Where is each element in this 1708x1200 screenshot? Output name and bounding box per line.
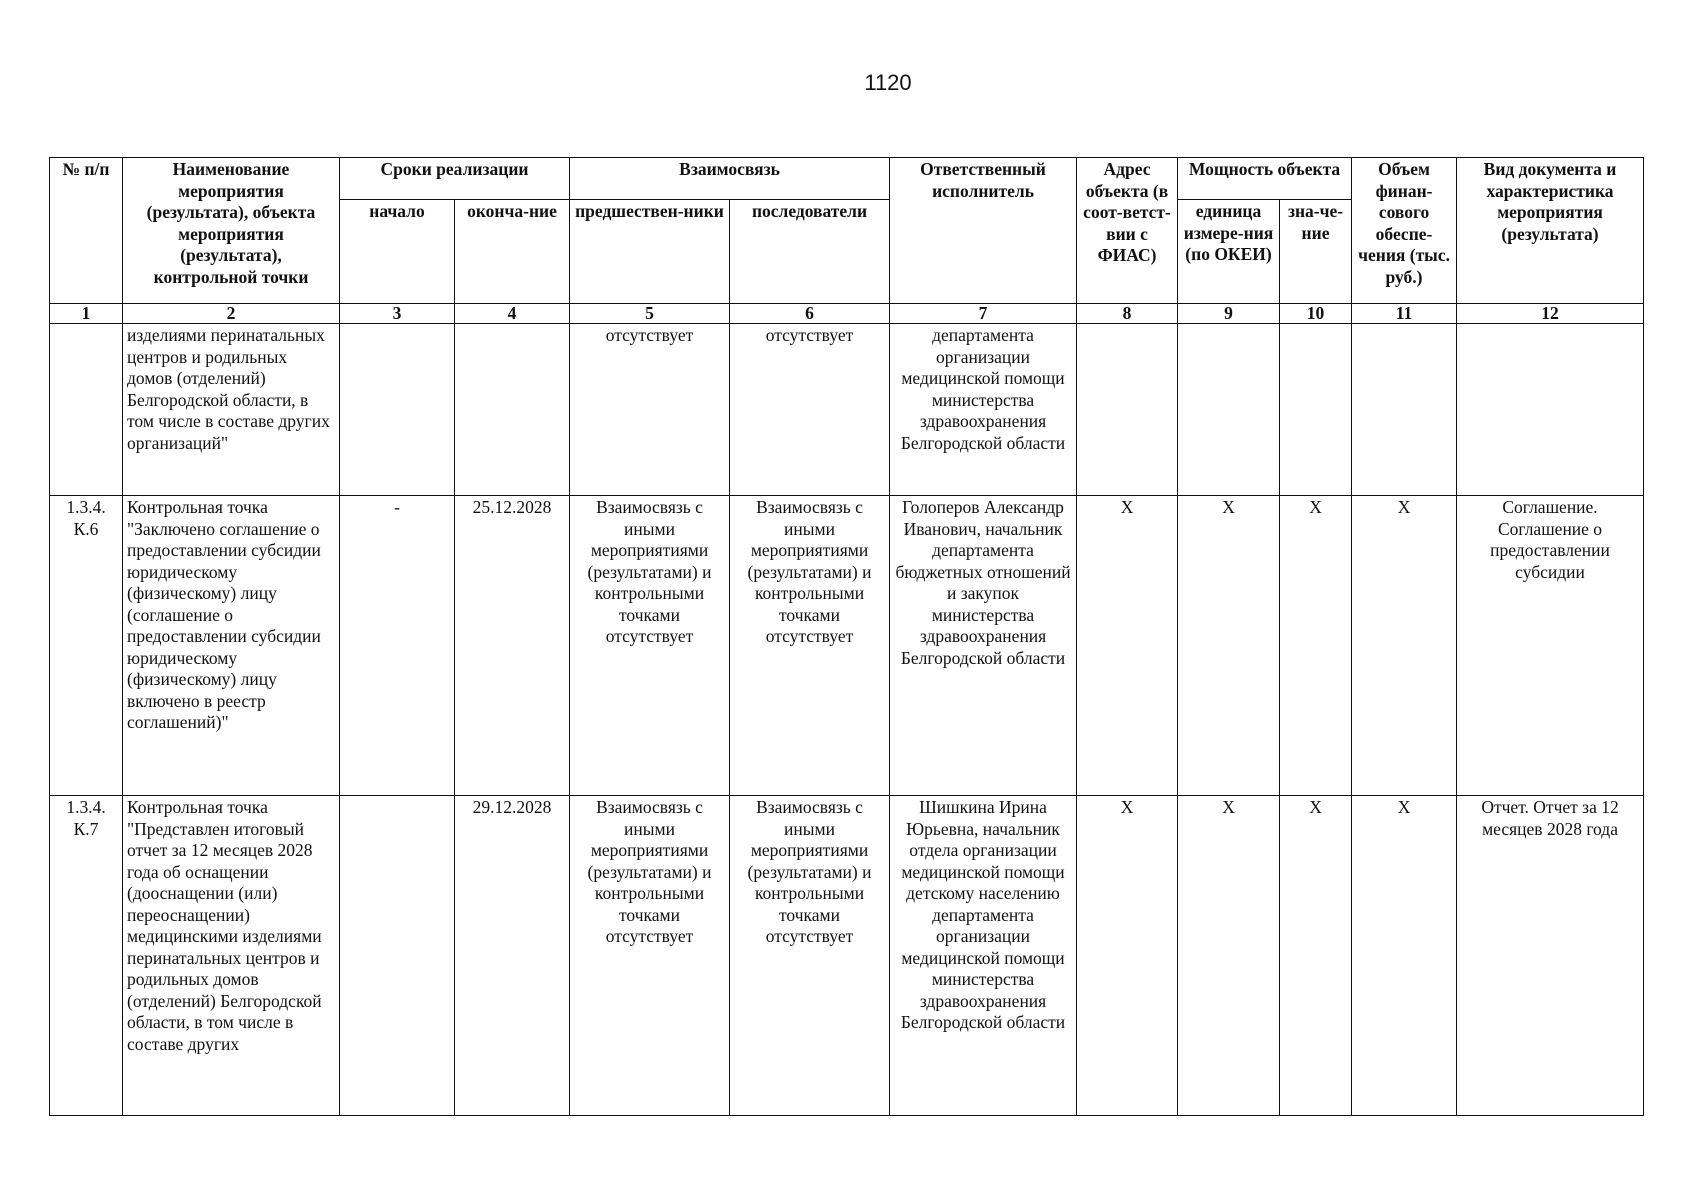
header-address: Адрес объекта (в соот-ветст-вии с ФИАС) (1077, 158, 1178, 304)
row-end: 29.12.2028 (455, 796, 570, 1116)
row-predecessors: отсутствует (570, 324, 730, 496)
row-responsible: департамента организации медицинской помощи министерства здравоохранения Белгородской области (890, 324, 1077, 496)
row-doc-type (1457, 324, 1644, 496)
row-predecessors: Взаимосвязь с иными мероприятиями (результатами) и контрольными точками отсутствует (570, 496, 730, 796)
activity-table (49, 157, 1644, 1116)
row-start: - (340, 496, 455, 796)
row-doc-type: Соглашение. Соглашение о предоставлении субсидии (1457, 496, 1644, 796)
table-row (50, 496, 1644, 796)
header-num: № п/п (50, 158, 123, 304)
row-doc-type: Отчет. Отчет за 12 месяцев 2028 года (1457, 796, 1644, 1116)
header-doc-type: Вид документа и характеристика мероприятия (результата) (1457, 158, 1644, 304)
row-value: X (1280, 496, 1352, 796)
row-name: Контрольная точка "Представлен итоговый отчет за 12 месяцев 2028 года об оснащении (дооснащении (или) переоснащении) медицинскими изделиями перинатальных центров и родильных домов (отделений) Белгородской области, в том числе в составе других (123, 796, 340, 1116)
column-number: 7 (890, 304, 1077, 324)
column-number: 11 (1352, 304, 1457, 324)
row-name: изделиями перинатальных центров и родильных домов (отделений) Белгородской области, в том числе в составе других организаций" (123, 324, 340, 496)
header-capacity-value: зна-че-ние (1280, 200, 1352, 304)
header-period-end: оконча-ние (455, 200, 570, 304)
page-number: 1120 (864, 70, 912, 95)
row-name: Контрольная точка "Заключено соглашение о предоставлении субсидии юридическому (физическому) лицу (соглашение о предоставлении субсидии юридическому (физическому) лицу включено в реестр соглашений)" (123, 496, 340, 796)
row-funding: X (1352, 796, 1457, 1116)
header-capacity-unit: единица измере-ния (по ОКЕИ) (1178, 200, 1280, 304)
header-responsible: Ответственный исполнитель (890, 158, 1077, 304)
row-responsible: Голоперов Александр Иванович, начальник департамента бюджетных отношений и закупок министерства здравоохранения Белгородской области (890, 496, 1077, 796)
header-period-start: начало (340, 200, 455, 304)
row-successors: Взаимосвязь с иными мероприятиями (результатами) и контрольными точками отсутствует (730, 796, 890, 1116)
row-start (340, 324, 455, 496)
row-unit: X (1178, 796, 1280, 1116)
column-number: 1 (50, 304, 123, 324)
column-number: 9 (1178, 304, 1280, 324)
table-row (50, 796, 1644, 1116)
row-value: X (1280, 796, 1352, 1116)
row-funding: X (1352, 496, 1457, 796)
header-relation-pred: предшествен-ники (570, 200, 730, 304)
row-unit (1178, 324, 1280, 496)
column-number: 5 (570, 304, 730, 324)
row-successors: Взаимосвязь с иными мероприятиями (результатами) и контрольными точками отсутствует (730, 496, 890, 796)
row-address: X (1077, 796, 1178, 1116)
row-predecessors: Взаимосвязь с иными мероприятиями (результатами) и контрольными точками отсутствует (570, 796, 730, 1116)
column-number: 12 (1457, 304, 1644, 324)
row-num: 1.3.4. К.7 (50, 796, 123, 1116)
header-relation-succ: последователи (730, 200, 890, 304)
header-name: Наименование мероприятия (результата), объекта мероприятия (результата), контрольной точки (123, 158, 340, 304)
column-number: 10 (1280, 304, 1352, 324)
column-number: 6 (730, 304, 890, 324)
header-capacity: Мощность объекта (1178, 158, 1352, 200)
column-number-row (50, 304, 1644, 324)
row-address: X (1077, 496, 1178, 796)
column-number: 8 (1077, 304, 1178, 324)
row-responsible: Шишкина Ирина Юрьевна, начальник отдела организации медицинской помощи детскому населению департамента организации медицинской помощи министерства здравоохранения Белгородской области (890, 796, 1077, 1116)
row-num: 1.3.4. К.6 (50, 496, 123, 796)
row-start (340, 796, 455, 1116)
header-period: Сроки реализации (340, 158, 570, 200)
row-unit: X (1178, 496, 1280, 796)
column-number: 4 (455, 304, 570, 324)
row-funding (1352, 324, 1457, 496)
row-end (455, 324, 570, 496)
table-row (50, 324, 1644, 496)
header-relation: Взаимосвязь (570, 158, 890, 200)
header-funding: Объем финан-сового обеспе-чения (тыс. руб.) (1352, 158, 1457, 304)
row-end: 25.12.2028 (455, 496, 570, 796)
row-value (1280, 324, 1352, 496)
row-address (1077, 324, 1178, 496)
row-num (50, 324, 123, 496)
row-successors: отсутствует (730, 324, 890, 496)
column-number: 2 (123, 304, 340, 324)
column-number: 3 (340, 304, 455, 324)
